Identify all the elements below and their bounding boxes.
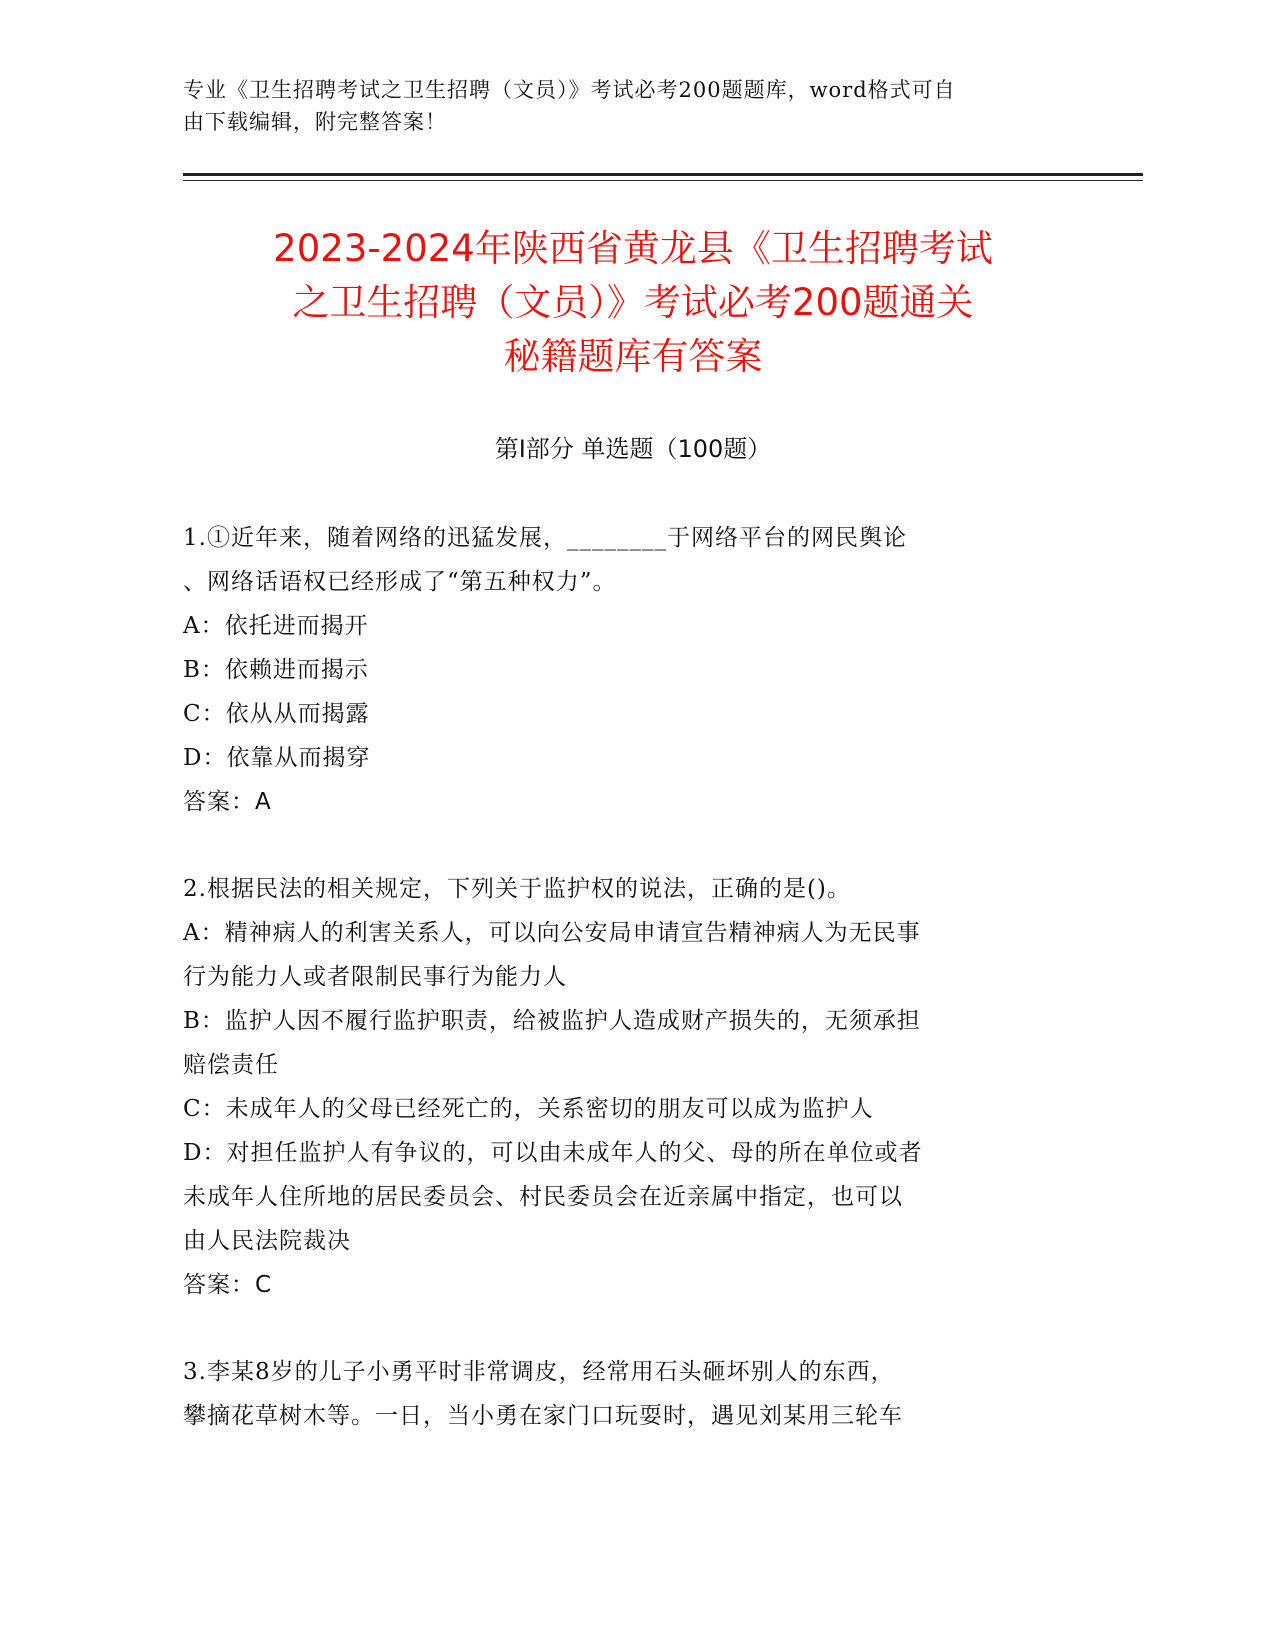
option-d: D：对担任监护人有争议的，可以由未成年人的父、母的所在单位或者 <box>183 1140 923 1166</box>
document-title <box>183 222 1083 384</box>
option-d-cont: 由人民法院裁决 <box>183 1228 351 1254</box>
option-a: A：精神病人的利害关系人，可以向公安局申请宣告精神病人为无民事 <box>183 920 921 946</box>
option-d-cont: 未成年人住所地的居民委员会、村民委员会在近亲属中指定，也可以 <box>183 1184 903 1210</box>
option-b-cont: 赔偿责任 <box>183 1052 279 1078</box>
title-line: 之卫生招聘（文员）》考试必考200题通关 <box>292 281 974 324</box>
option-b: B：监护人因不履行监护职责，给被监护人造成财产损失的，无须承担 <box>183 1008 921 1034</box>
option-c: C：未成年人的父母已经死亡的，关系密切的朋友可以成为监护人 <box>183 1096 874 1122</box>
question-1 <box>183 516 1043 824</box>
title-line: 2023-2024年陕西省黄龙县《卫生招聘考试 <box>273 227 993 270</box>
question-3 <box>183 1350 1043 1438</box>
question-stem: 攀摘花草树木等。一日，当小勇在家门口玩耍时，遇见刘某用三轮车 <box>183 1403 903 1429</box>
answer: 答案：A <box>183 789 272 815</box>
question-stem: 2.根据民法的相关规定，下列关于监护权的说法，正确的是()。 <box>183 876 851 902</box>
question-list <box>183 516 1043 1481</box>
answer: 答案：C <box>183 1272 273 1298</box>
option-a: A：依托进而揭开 <box>183 613 369 639</box>
header-note-line: 专业《卫生招聘考试之卫生招聘（文员）》考试必考200题题库，word格式可自 <box>183 78 956 102</box>
question-stem: 3.李某8岁的儿子小勇平时非常调皮，经常用石头砸坏别人的东西， <box>183 1359 895 1385</box>
option-b: B：依赖进而揭示 <box>183 657 369 683</box>
section-heading: 第Ⅰ部分 单选题（100题） <box>494 435 772 463</box>
option-a-cont: 行为能力人或者限制民事行为能力人 <box>183 964 567 990</box>
header-divider-thick <box>183 173 1143 176</box>
question-stem: 、网络话语权已经形成了“第五种权力”。 <box>183 569 617 595</box>
header-note <box>183 74 1063 138</box>
title-line: 秘籍题库有答案 <box>503 335 763 378</box>
header-divider-thin <box>183 180 1143 181</box>
question-2 <box>183 867 1043 1307</box>
header-note-line: 由下载编辑，附完整答案！ <box>183 110 447 134</box>
option-d: D：依靠从而揭穿 <box>183 745 371 771</box>
question-stem: 1.①近年来，随着网络的迅猛发展，________于网络平台的网民舆论 <box>183 525 907 551</box>
option-c: C：依从从而揭露 <box>183 701 370 727</box>
